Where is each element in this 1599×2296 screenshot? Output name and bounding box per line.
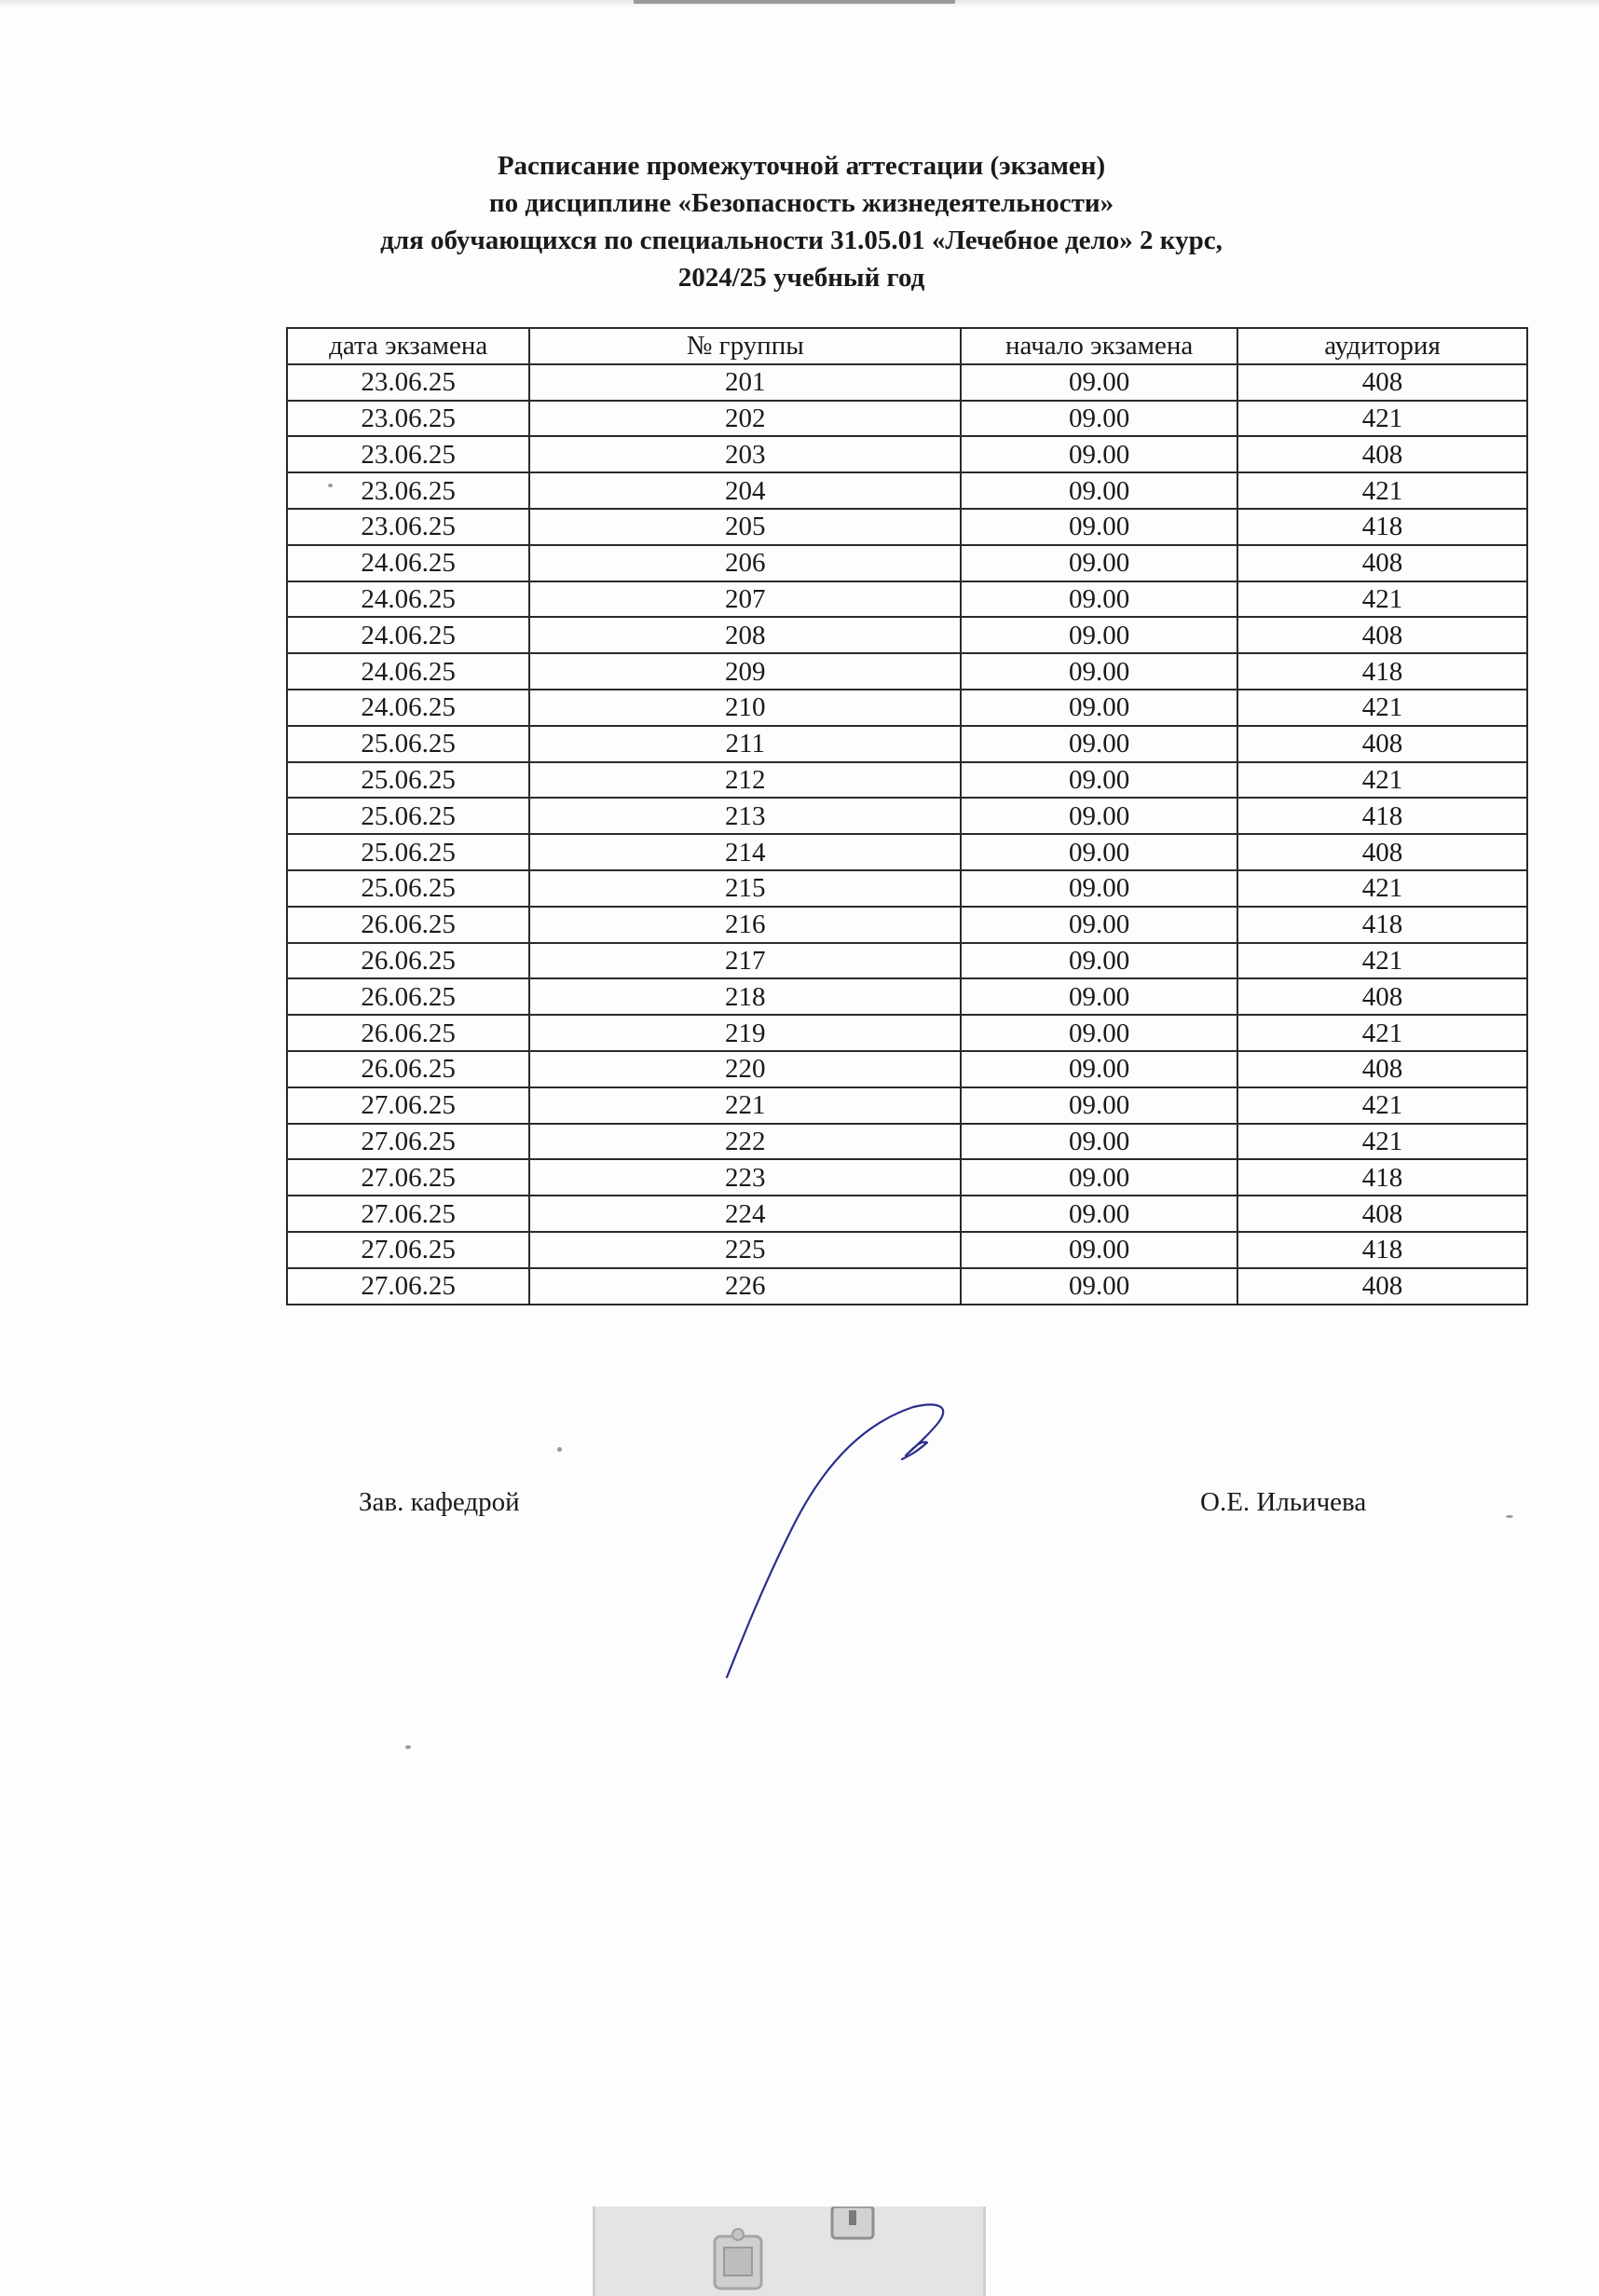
table-row: [287, 943, 1527, 979]
cell-classroom: 408: [1237, 834, 1527, 870]
cell-exam-start: 09.00: [961, 581, 1237, 618]
header-group-number: № группы: [529, 328, 961, 364]
table-row: [287, 509, 1527, 545]
cell-group-number: 204: [529, 472, 961, 509]
cell-group-number: 221: [529, 1087, 961, 1124]
table-row: [287, 1159, 1527, 1196]
cell-exam-date: 23.06.25: [287, 364, 529, 401]
cell-classroom: 421: [1237, 401, 1527, 437]
cell-exam-date: 25.06.25: [287, 870, 529, 907]
table-row: [287, 1124, 1527, 1160]
film-reel-icon: [707, 2227, 772, 2296]
header-exam-date: дата экзамена: [287, 328, 529, 364]
cell-group-number: 205: [529, 509, 961, 545]
cell-classroom: 421: [1237, 690, 1527, 726]
cell-group-number: 222: [529, 1124, 961, 1160]
table-row: [287, 798, 1527, 834]
table-row: [287, 653, 1527, 690]
cell-exam-start: 09.00: [961, 1051, 1237, 1087]
cell-group-number: 206: [529, 545, 961, 581]
cell-classroom: 421: [1237, 870, 1527, 907]
cell-classroom: 408: [1237, 1051, 1527, 1087]
scan-speck: [405, 1745, 411, 1749]
cell-exam-start: 09.00: [961, 870, 1237, 907]
cell-group-number: 214: [529, 834, 961, 870]
cell-classroom: 421: [1237, 581, 1527, 618]
cell-classroom: 421: [1237, 1015, 1527, 1051]
table-row: [287, 1051, 1527, 1087]
cell-group-number: 219: [529, 1015, 961, 1051]
scan-speck: [328, 484, 333, 487]
cell-exam-start: 09.00: [961, 472, 1237, 509]
cell-exam-start: 09.00: [961, 436, 1237, 472]
cell-group-number: 210: [529, 690, 961, 726]
cell-exam-start: 09.00: [961, 907, 1237, 943]
cell-classroom: 408: [1237, 364, 1527, 401]
cell-exam-start: 09.00: [961, 726, 1237, 762]
cell-group-number: 224: [529, 1196, 961, 1232]
cell-exam-date: 24.06.25: [287, 581, 529, 618]
cell-exam-date: 25.06.25: [287, 798, 529, 834]
cell-classroom: 421: [1237, 762, 1527, 799]
cell-group-number: 203: [529, 436, 961, 472]
table-row: [287, 690, 1527, 726]
table-row: [287, 907, 1527, 943]
cell-group-number: 217: [529, 943, 961, 979]
cell-exam-date: 27.06.25: [287, 1268, 529, 1305]
table-row: [287, 1232, 1527, 1268]
cell-classroom: 408: [1237, 436, 1527, 472]
title-line-3: для обучающихся по специальности 31.05.01 «Лечебное дело» 2 курс,: [380, 226, 1223, 255]
cell-exam-start: 09.00: [961, 1087, 1237, 1124]
cell-group-number: 223: [529, 1159, 961, 1196]
cell-group-number: 212: [529, 762, 961, 799]
cell-group-number: 218: [529, 978, 961, 1015]
cell-exam-start: 09.00: [961, 762, 1237, 799]
cell-classroom: 408: [1237, 978, 1527, 1015]
cell-exam-start: 09.00: [961, 798, 1237, 834]
table-row: [287, 472, 1527, 509]
title-line-2: по дисциплине «Безопасность жизнедеятельности»: [488, 188, 1114, 218]
exam-schedule-table: [286, 327, 1528, 1305]
cell-exam-date: 25.06.25: [287, 726, 529, 762]
table-row: [287, 1268, 1527, 1305]
header-exam-start: начало экзамена: [961, 328, 1237, 364]
cell-classroom: 408: [1237, 617, 1527, 653]
table-row: [287, 870, 1527, 907]
table-row: [287, 436, 1527, 472]
cell-group-number: 220: [529, 1051, 961, 1087]
cell-exam-date: 25.06.25: [287, 834, 529, 870]
cell-classroom: 421: [1237, 943, 1527, 979]
cell-classroom: 418: [1237, 509, 1527, 545]
document-title: [280, 147, 1323, 296]
cell-exam-date: 23.06.25: [287, 401, 529, 437]
title-line-4: 2024/25 учебный год: [677, 263, 925, 293]
title-line-1: Расписание промежуточной аттестации (экзамен): [497, 151, 1106, 181]
cell-exam-date: 27.06.25: [287, 1196, 529, 1232]
scan-speck: [557, 1447, 562, 1452]
cell-exam-date: 27.06.25: [287, 1232, 529, 1268]
cell-group-number: 211: [529, 726, 961, 762]
cell-exam-start: 09.00: [961, 1196, 1237, 1232]
cell-classroom: 421: [1237, 1124, 1527, 1160]
table-header-row: [287, 328, 1527, 364]
cell-exam-date: 25.06.25: [287, 762, 529, 799]
scan-bottom-artifact: [593, 2207, 986, 2296]
cell-exam-start: 09.00: [961, 834, 1237, 870]
cell-exam-start: 09.00: [961, 1124, 1237, 1160]
cell-exam-date: 26.06.25: [287, 943, 529, 979]
cell-classroom: 408: [1237, 545, 1527, 581]
cell-group-number: 202: [529, 401, 961, 437]
scan-speck: [1506, 1515, 1513, 1518]
cell-exam-start: 09.00: [961, 690, 1237, 726]
cell-exam-start: 09.00: [961, 509, 1237, 545]
table-row: [287, 581, 1527, 618]
table-row: [287, 545, 1527, 581]
document-icon: [825, 2207, 881, 2244]
cell-exam-date: 23.06.25: [287, 436, 529, 472]
table-row: [287, 1196, 1527, 1232]
signatory-name: О.Е. Ильичева: [1200, 1487, 1367, 1517]
cell-group-number: 213: [529, 798, 961, 834]
cell-exam-date: 26.06.25: [287, 1051, 529, 1087]
table-row: [287, 1015, 1527, 1051]
cell-exam-start: 09.00: [961, 978, 1237, 1015]
cell-exam-date: 27.06.25: [287, 1087, 529, 1124]
cell-exam-date: 26.06.25: [287, 978, 529, 1015]
cell-group-number: 216: [529, 907, 961, 943]
table-row: [287, 762, 1527, 799]
cell-group-number: 208: [529, 617, 961, 653]
table-row: [287, 401, 1527, 437]
cell-exam-start: 09.00: [961, 943, 1237, 979]
cell-exam-date: 26.06.25: [287, 907, 529, 943]
cell-exam-date: 24.06.25: [287, 690, 529, 726]
cell-exam-date: 24.06.25: [287, 545, 529, 581]
cell-classroom: 421: [1237, 1087, 1527, 1124]
cell-exam-date: 27.06.25: [287, 1124, 529, 1160]
scan-top-mark: [634, 0, 955, 4]
cell-classroom: 418: [1237, 907, 1527, 943]
cell-group-number: 225: [529, 1232, 961, 1268]
cell-exam-start: 09.00: [961, 401, 1237, 437]
cell-classroom: 421: [1237, 472, 1527, 509]
cell-group-number: 209: [529, 653, 961, 690]
handwritten-signature: [708, 1398, 1006, 1687]
cell-classroom: 408: [1237, 1196, 1527, 1232]
table-row: [287, 617, 1527, 653]
cell-exam-date: 24.06.25: [287, 653, 529, 690]
cell-classroom: 418: [1237, 798, 1527, 834]
cell-exam-date: 26.06.25: [287, 1015, 529, 1051]
table-row: [287, 726, 1527, 762]
table-row: [287, 364, 1527, 401]
cell-exam-date: 24.06.25: [287, 617, 529, 653]
table-row: [287, 834, 1527, 870]
cell-exam-start: 09.00: [961, 653, 1237, 690]
table-body: [287, 364, 1527, 1305]
cell-classroom: 408: [1237, 726, 1527, 762]
cell-exam-date: 23.06.25: [287, 472, 529, 509]
cell-exam-start: 09.00: [961, 1159, 1237, 1196]
header-classroom: аудитория: [1237, 328, 1527, 364]
signatory-position: Зав. кафедрой: [359, 1487, 520, 1517]
cell-group-number: 207: [529, 581, 961, 618]
cell-exam-start: 09.00: [961, 1015, 1237, 1051]
cell-classroom: 418: [1237, 653, 1527, 690]
cell-exam-start: 09.00: [961, 1232, 1237, 1268]
cell-classroom: 418: [1237, 1159, 1527, 1196]
cell-group-number: 215: [529, 870, 961, 907]
table-row: [287, 1087, 1527, 1124]
cell-group-number: 226: [529, 1268, 961, 1305]
cell-exam-start: 09.00: [961, 364, 1237, 401]
cell-exam-start: 09.00: [961, 545, 1237, 581]
table-row: [287, 978, 1527, 1015]
cell-group-number: 201: [529, 364, 961, 401]
cell-classroom: 408: [1237, 1268, 1527, 1305]
cell-exam-start: 09.00: [961, 1268, 1237, 1305]
cell-classroom: 418: [1237, 1232, 1527, 1268]
cell-exam-date: 27.06.25: [287, 1159, 529, 1196]
cell-exam-start: 09.00: [961, 617, 1237, 653]
cell-exam-date: 23.06.25: [287, 509, 529, 545]
